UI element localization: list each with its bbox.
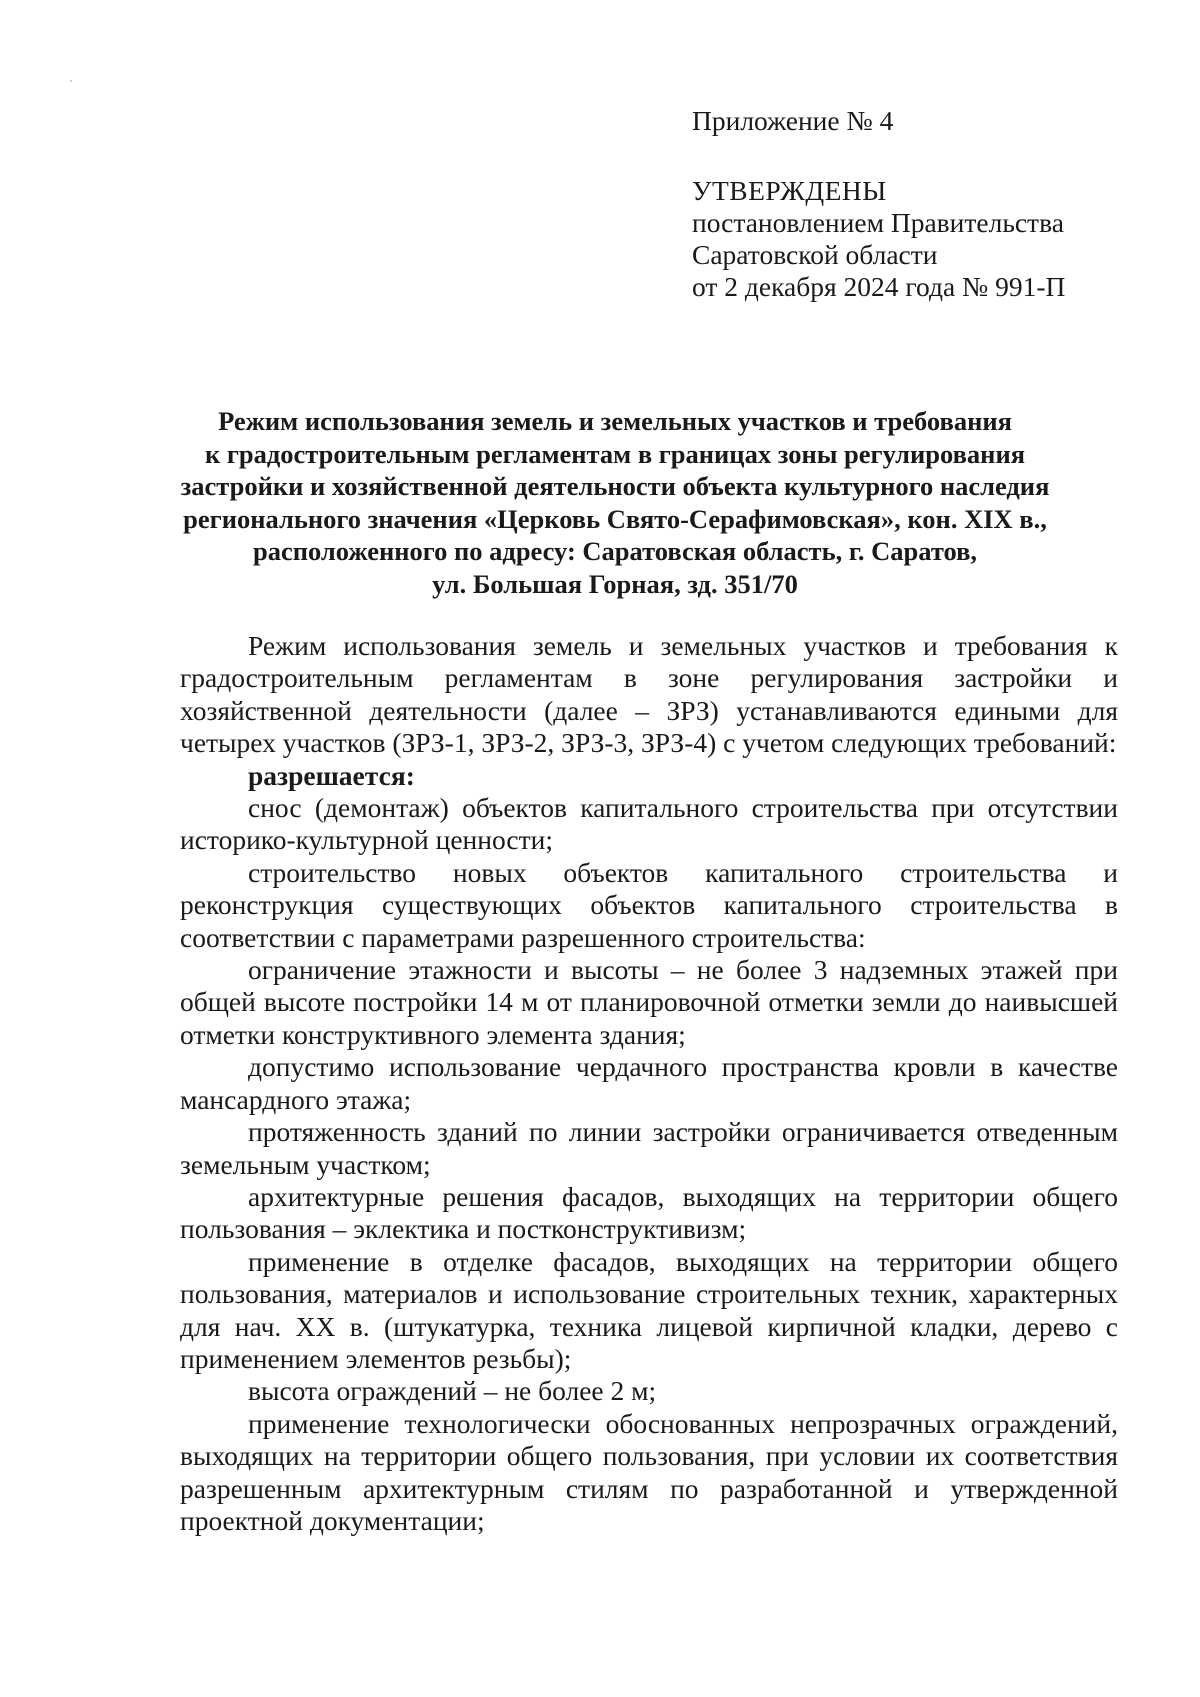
- approval-line-1: постановлением Правительства: [692, 207, 1064, 238]
- list-item: архитектурные решения фасадов, выходящих на территории общего пользования – эклектика и постконструктивизм;: [180, 1180, 1118, 1245]
- list-item: ограничение этажности и высоты – не более 3 надземных этажей при общей высоте постройки 14 м от планировочной отметки земли до наивысшей отметки конструктивного элемента здания;: [180, 954, 1118, 1050]
- approval-line-2: Саратовской области: [692, 239, 938, 270]
- list-item: строительство новых объектов капитального строительства и реконструкция существующих объектов капитального строительства в соответствии с параметрами разрешенного строительства:: [180, 856, 1118, 953]
- document-body: [180, 630, 1118, 1537]
- title-line: к градостроительным регламентам в границах зоны регулирования: [204, 438, 1026, 469]
- approved-label: УТВЕРЖДЕНЫ: [692, 175, 887, 206]
- approval-block: [692, 105, 1065, 303]
- list-item: снос (демонтаж) объектов капитального строительства при отсутствии историко-культурной ценности;: [180, 792, 1118, 856]
- list-item: применение в отделке фасадов, выходящих на территории общего пользования, материалов и использование строительных техник, характерных для нач. XX в. (штукатурка, техника лицевой кирпичной кладки, дерево с применением элементов резьбы);: [180, 1245, 1118, 1374]
- list-item: протяженность зданий по линии застройки ограничивается отведенным земельным участком;: [180, 1116, 1118, 1180]
- title-line: расположенного по адресу: Саратовская область, г. Саратов,: [252, 536, 978, 566]
- title-line: ул. Большая Горная, зд. 351/70: [432, 568, 798, 599]
- intro-paragraph: Режим использования земель и земельных участков и требования к градостроительным регламентам в зоне регулирования застройки и хозяйственной деятельности (далее – ЗРЗ) устанавливаются едиными для четырех участков (ЗРЗ-1, ЗРЗ-2, ЗРЗ-3, ЗРЗ-4) с учетом следующих требований:: [180, 630, 1118, 759]
- document-title: [150, 405, 1080, 600]
- allowed-heading: разрешается:: [248, 759, 415, 791]
- list-item: применение технологически обоснованных непрозрачных ограждений, выходящих на территории общего пользования, при условии их соответствия разрешенным архитектурным стилям по разработанной и утвержденной проектной документации;: [180, 1407, 1118, 1536]
- list-item: высота ограждений – не более 2 м;: [248, 1375, 657, 1407]
- list-item: допустимо использование чердачного пространства кровли в качестве мансардного этажа;: [180, 1051, 1118, 1115]
- title-line: регионального значения «Церковь Свято-Серафимовская», кон. XIX в.,: [183, 503, 1047, 534]
- title-line: Режим использования земель и земельных участков и требования: [218, 406, 1012, 436]
- approval-line-3: от 2 декабря 2024 года № 991-П: [692, 271, 1066, 302]
- title-line: застройки и хозяйственной деятельности объекта культурного наследия: [180, 471, 1050, 501]
- scan-speck: [70, 80, 72, 82]
- appendix-number: Приложение № 4: [692, 105, 894, 136]
